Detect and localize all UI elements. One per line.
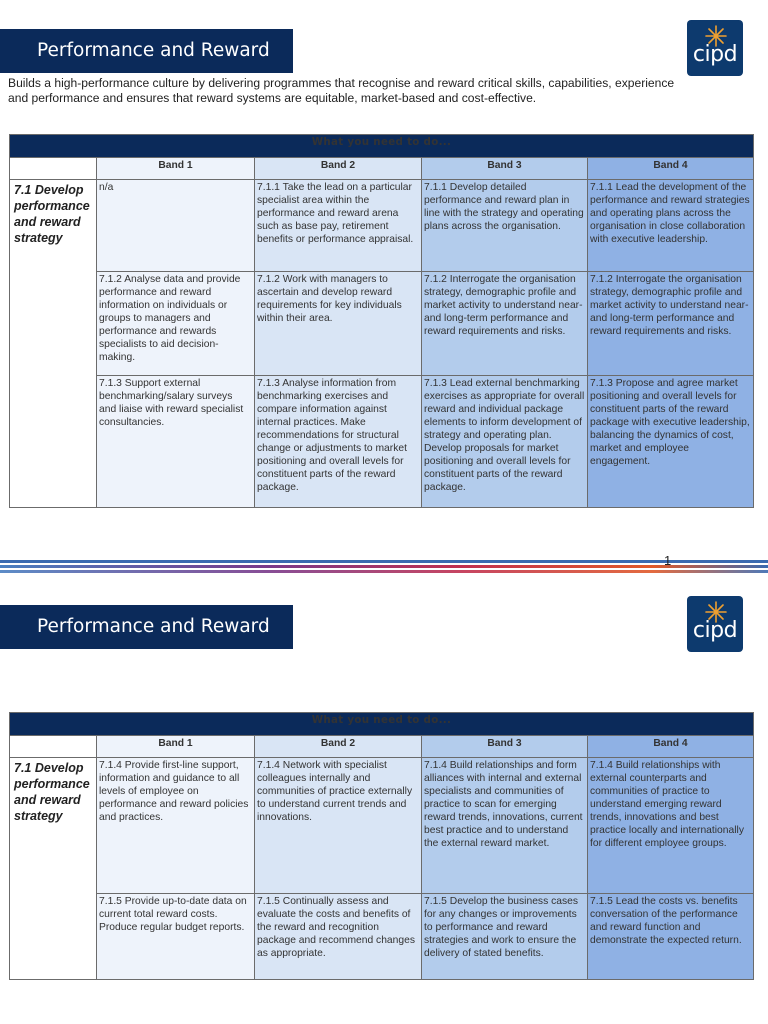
band-1-header: Band 1 xyxy=(97,736,255,758)
table-row xyxy=(10,758,754,894)
cell: 7.1.4 Build relationships with external counterparts and communities of practice to understand emerging reward trends, innovations and best practice locally and internationally for different employee groups. xyxy=(588,758,754,894)
cell: 7.1.3 Support external benchmarking/salary surveys and liaise with reward specialist consultancies. xyxy=(97,376,255,508)
band-1-header: Band 1 xyxy=(97,158,255,180)
table-row xyxy=(10,272,754,376)
table-row xyxy=(10,376,754,508)
corner-cell xyxy=(10,736,97,758)
cell: 7.1.2 Work with managers to ascertain and develop reward requirements for key individuals within their area. xyxy=(255,272,422,376)
competency-table xyxy=(9,712,754,980)
cell: 7.1.1 Develop detailed performance and reward plan in line with the strategy and operating plans across the organisation. xyxy=(422,180,588,272)
table-row xyxy=(10,180,754,272)
page-title: Performance and Reward xyxy=(0,605,293,649)
band-3-header: Band 3 xyxy=(422,158,588,180)
band-4-header: Band 4 xyxy=(588,158,754,180)
row-label: 7.1 Develop performance and reward strategy xyxy=(10,758,97,980)
cell: 7.1.3 Analyse information from benchmarking exercises and compare information against internal practices. Make recommendations for structural change or adjustments to market positioning and overall levels for constituent parts of the reward package. xyxy=(255,376,422,508)
table-header: What you need to do... xyxy=(10,713,754,736)
band-4-header: Band 4 xyxy=(588,736,754,758)
table-row xyxy=(10,894,754,980)
cell: 7.1.3 Propose and agree market positioning and overall levels for constituent parts of the reward package with executive leadership, balancing the dynamics of cost, market and employee engagement. xyxy=(588,376,754,508)
logo-text: cipd xyxy=(692,42,738,67)
page-number: 1 xyxy=(664,553,672,568)
cell: 7.1.3 Lead external benchmarking exercises as appropriate for overall reward and individual package elements to inform development of strategy and operating plan. Develop proposals for market positioning and overall levels for constituent parts of the reward package. xyxy=(422,376,588,508)
corner-cell xyxy=(10,158,97,180)
page-title: Performance and Reward xyxy=(0,29,293,73)
competency-table xyxy=(9,134,754,508)
cell: 7.1.2 Interrogate the organisation strategy, demographic profile and market activity to understand near- and long-term performance and reward requirements and risks. xyxy=(588,272,754,376)
band-3-header: Band 3 xyxy=(422,736,588,758)
cell: 7.1.5 Continually assess and evaluate the costs and benefits of the reward and recognition package and recommend changes as appropriate. xyxy=(255,894,422,980)
cell: 7.1.5 Provide up-to-date data on current total reward costs. Produce regular budget reports. xyxy=(97,894,255,980)
cell: 7.1.1 Lead the development of the performance and reward strategies and operating plans across the organisation in close collaboration with executive leadership. xyxy=(588,180,754,272)
cell: n/a xyxy=(97,180,255,272)
cell: 7.1.1 Take the lead on a particular specialist area within the performance and reward arena such as base pay, retirement benefits or performance appraisal. xyxy=(255,180,422,272)
band-2-header: Band 2 xyxy=(255,158,422,180)
cell: 7.1.5 Develop the business cases for any changes or improvements to performance and reward strategies and work to ensure the delivery of stated benefits. xyxy=(422,894,588,980)
cell: 7.1.5 Lead the costs vs. benefits conversation of the performance and reward function and demonstrate the expected return. xyxy=(588,894,754,980)
cipd-logo xyxy=(687,20,743,76)
row-label: 7.1 Develop performance and reward strategy xyxy=(10,180,97,508)
band-2-header: Band 2 xyxy=(255,736,422,758)
cell: 7.1.4 Provide first-line support, information and guidance to all levels of employee on performance and reward policies and practices. xyxy=(97,758,255,894)
cipd-logo xyxy=(687,596,743,652)
intro-text: Builds a high-performance culture by delivering programmes that recognise and reward critical skills, capabilities, experience and performance and ensures that reward systems are equitable, market-based and cost-effective. xyxy=(8,76,675,105)
cell: 7.1.4 Network with specialist colleagues internally and communities of practice externally to understand current trends and innovations. xyxy=(255,758,422,894)
cell: 7.1.2 Analyse data and provide performance and reward information on individuals or groups to managers and performance and rewards specialists to aid decision-making. xyxy=(97,272,255,376)
cell: 7.1.4 Build relationships and form alliances with internal and external specialists and communities of practice to scan for emerging reward trends, innovations, current best practice and to understand the external reward market. xyxy=(422,758,588,894)
table-header: What you need to do... xyxy=(10,135,754,158)
logo-text: cipd xyxy=(692,618,738,643)
page-divider xyxy=(0,558,768,576)
cell: 7.1.2 Interrogate the organisation strategy, demographic profile and market activity to understand near- and long-term performance and reward requirements and risks. xyxy=(422,272,588,376)
